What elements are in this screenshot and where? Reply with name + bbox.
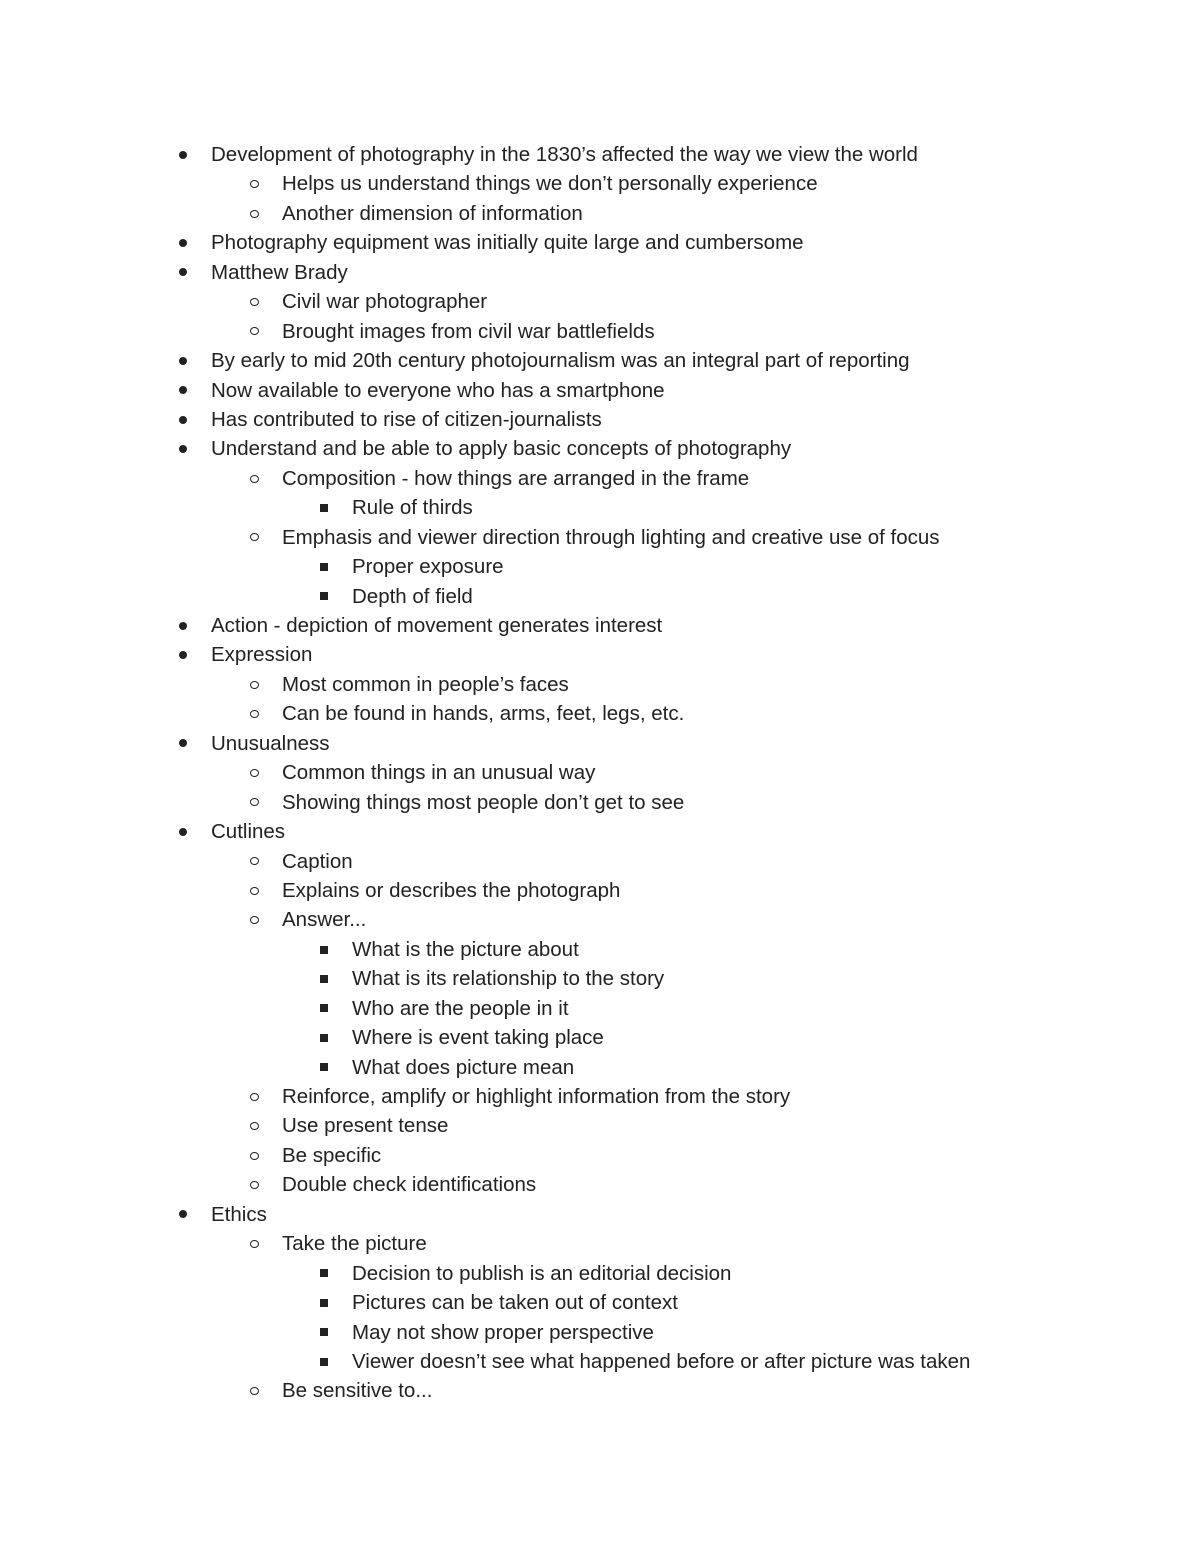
outline-item-text: Answer... <box>282 908 367 932</box>
square-bullet-icon <box>318 552 330 581</box>
hollow-circle-bullet-icon <box>248 199 260 228</box>
square-bullet-icon <box>318 1259 330 1288</box>
outline-item-text: What does picture mean <box>352 1055 575 1079</box>
outline-item-text: Take the picture <box>282 1232 427 1256</box>
outline-item-text: Can be found in hands, arms, feet, legs, etc. <box>282 702 685 726</box>
outline-item-text: Ethics <box>211 1202 267 1226</box>
outline-item-level-1 <box>0 1111 1200 1140</box>
outline-item-text: Showing things most people don’t get to see <box>282 790 685 814</box>
outline-item-text: Explains or describes the photograph <box>282 878 621 902</box>
hollow-circle-bullet-icon <box>248 788 260 817</box>
outline-item-text: Development of photography in the 1830’s affected the way we view the world <box>211 143 918 166</box>
filled-bullet-icon <box>177 729 189 758</box>
outline-item-level-2 <box>0 1053 1200 1082</box>
outline-item-text: What is the picture about <box>352 937 579 961</box>
hollow-circle-bullet-icon <box>248 905 260 934</box>
hollow-circle-bullet-icon <box>248 1082 260 1111</box>
hollow-circle-bullet-icon <box>248 317 260 346</box>
outline-item-level-1 <box>0 1229 1200 1258</box>
outline-item-level-0 <box>0 640 1200 669</box>
outline-item-text: Photography equipment was initially quite large and cumbersome <box>211 231 804 255</box>
filled-bullet-icon <box>177 640 189 669</box>
outline-item-level-2 <box>0 1023 1200 1052</box>
outline-item-level-0 <box>0 611 1200 640</box>
hollow-circle-bullet-icon <box>248 1111 260 1140</box>
outline-item-level-1 <box>0 847 1200 876</box>
outline-item-level-1 <box>0 699 1200 728</box>
notes-outline <box>0 140 1200 1406</box>
outline-item-level-2 <box>0 582 1200 611</box>
outline-item-text: Be sensitive to... <box>282 1379 433 1403</box>
outline-item-level-1 <box>0 758 1200 787</box>
hollow-circle-bullet-icon <box>248 169 260 198</box>
hollow-circle-bullet-icon <box>248 670 260 699</box>
outline-item-text: Use present tense <box>282 1114 449 1138</box>
hollow-circle-bullet-icon <box>248 847 260 876</box>
hollow-circle-bullet-icon <box>248 1376 260 1405</box>
square-bullet-icon <box>318 1347 330 1376</box>
outline-item-text: Unusualness <box>211 731 330 755</box>
square-bullet-icon <box>318 964 330 993</box>
outline-item-level-2 <box>0 1347 1200 1376</box>
outline-item-text: What is its relationship to the story <box>352 967 665 991</box>
outline-item-text: Matthew Brady <box>211 260 348 284</box>
square-bullet-icon <box>318 493 330 522</box>
outline-item-level-1 <box>0 464 1200 493</box>
outline-item-text: Helps us understand things we don’t personally experience <box>282 172 818 196</box>
filled-bullet-icon <box>177 1200 189 1229</box>
outline-item-level-2 <box>0 935 1200 964</box>
outline-item-text: Depth of field <box>352 584 473 608</box>
square-bullet-icon <box>318 1318 330 1347</box>
outline-item-text: Composition - how things are arranged in the frame <box>282 466 750 490</box>
outline-item-text: Civil war photographer <box>282 290 488 314</box>
outline-item-level-1 <box>0 169 1200 198</box>
filled-bullet-icon <box>177 376 189 405</box>
hollow-circle-bullet-icon <box>248 1141 260 1170</box>
outline-item-level-2 <box>0 1318 1200 1347</box>
outline-item-text: Where is event taking place <box>352 1026 604 1050</box>
outline-item-text: Viewer doesn’t see what happened before or after picture was taken <box>352 1349 971 1373</box>
outline-item-text: Another dimension of information <box>282 201 583 225</box>
outline-item-text: Common things in an unusual way <box>282 761 596 785</box>
outline-item-level-2 <box>0 964 1200 993</box>
outline-item-level-2 <box>0 552 1200 581</box>
outline-item-level-2 <box>0 994 1200 1023</box>
outline-item-level-0 <box>0 729 1200 758</box>
square-bullet-icon <box>318 935 330 964</box>
outline-item-text: Now available to everyone who has a smartphone <box>211 378 665 402</box>
filled-bullet-icon <box>177 228 189 257</box>
outline-item-text: Proper exposure <box>352 555 504 579</box>
outline-item-text: Double check identifications <box>282 1173 537 1197</box>
square-bullet-icon <box>318 1023 330 1052</box>
outline-item-text: By early to mid 20th century photojournalism was an integral part of reporting <box>211 349 910 373</box>
outline-item-text: Emphasis and viewer direction through lighting and creative use of focus <box>282 525 940 549</box>
square-bullet-icon <box>318 994 330 1023</box>
outline-item-level-1 <box>0 287 1200 316</box>
outline-item-level-0 <box>0 140 1200 169</box>
outline-item-text: Caption <box>282 849 353 873</box>
outline-item-level-0 <box>0 346 1200 375</box>
filled-bullet-icon <box>177 817 189 846</box>
square-bullet-icon <box>318 582 330 611</box>
outline-item-level-0 <box>0 1200 1200 1229</box>
outline-item-text: Expression <box>211 643 313 667</box>
outline-item-text: Brought images from civil war battlefields <box>282 319 655 343</box>
filled-bullet-icon <box>177 140 189 169</box>
outline-item-text: Understand and be able to apply basic concepts of photography <box>211 437 792 461</box>
outline-item-text: Be specific <box>282 1143 382 1167</box>
outline-item-level-1 <box>0 317 1200 346</box>
outline-item-text: Cutlines <box>211 820 286 844</box>
outline-item-level-1 <box>0 876 1200 905</box>
filled-bullet-icon <box>177 346 189 375</box>
outline-item-text: Decision to publish is an editorial decision <box>352 1261 732 1285</box>
hollow-circle-bullet-icon <box>248 1170 260 1199</box>
hollow-circle-bullet-icon <box>248 699 260 728</box>
outline-item-level-1 <box>0 670 1200 699</box>
hollow-circle-bullet-icon <box>248 1229 260 1258</box>
hollow-circle-bullet-icon <box>248 876 260 905</box>
filled-bullet-icon <box>177 258 189 287</box>
outline-item-level-1 <box>0 905 1200 934</box>
outline-item-level-2 <box>0 1259 1200 1288</box>
outline-item-text: Reinforce, amplify or highlight information from the story <box>282 1085 791 1108</box>
outline-item-text: Rule of thirds <box>352 496 473 520</box>
outline-item-level-2 <box>0 1288 1200 1317</box>
hollow-circle-bullet-icon <box>248 464 260 493</box>
square-bullet-icon <box>318 1053 330 1082</box>
outline-item-text: Who are the people in it <box>352 996 569 1020</box>
outline-item-level-1 <box>0 523 1200 552</box>
outline-item-level-0 <box>0 434 1200 463</box>
hollow-circle-bullet-icon <box>248 287 260 316</box>
outline-item-level-1 <box>0 1170 1200 1199</box>
outline-item-text: May not show proper perspective <box>352 1320 654 1344</box>
filled-bullet-icon <box>177 405 189 434</box>
outline-item-level-1 <box>0 199 1200 228</box>
filled-bullet-icon <box>177 611 189 640</box>
outline-item-level-0 <box>0 817 1200 846</box>
outline-item-level-0 <box>0 376 1200 405</box>
outline-item-level-1 <box>0 1082 1200 1111</box>
outline-item-level-2 <box>0 493 1200 522</box>
hollow-circle-bullet-icon <box>248 523 260 552</box>
outline-item-text: Pictures can be taken out of context <box>352 1291 678 1315</box>
outline-item-level-1 <box>0 1141 1200 1170</box>
outline-item-level-1 <box>0 788 1200 817</box>
outline-item-level-0 <box>0 405 1200 434</box>
outline-item-text: Action - depiction of movement generates interest <box>211 614 663 637</box>
hollow-circle-bullet-icon <box>248 758 260 787</box>
outline-item-level-1 <box>0 1376 1200 1405</box>
outline-item-level-0 <box>0 258 1200 287</box>
outline-item-text: Has contributed to rise of citizen-journalists <box>211 407 602 431</box>
outline-item-level-0 <box>0 228 1200 257</box>
square-bullet-icon <box>318 1288 330 1317</box>
filled-bullet-icon <box>177 434 189 463</box>
outline-item-text: Most common in people’s faces <box>282 672 569 696</box>
